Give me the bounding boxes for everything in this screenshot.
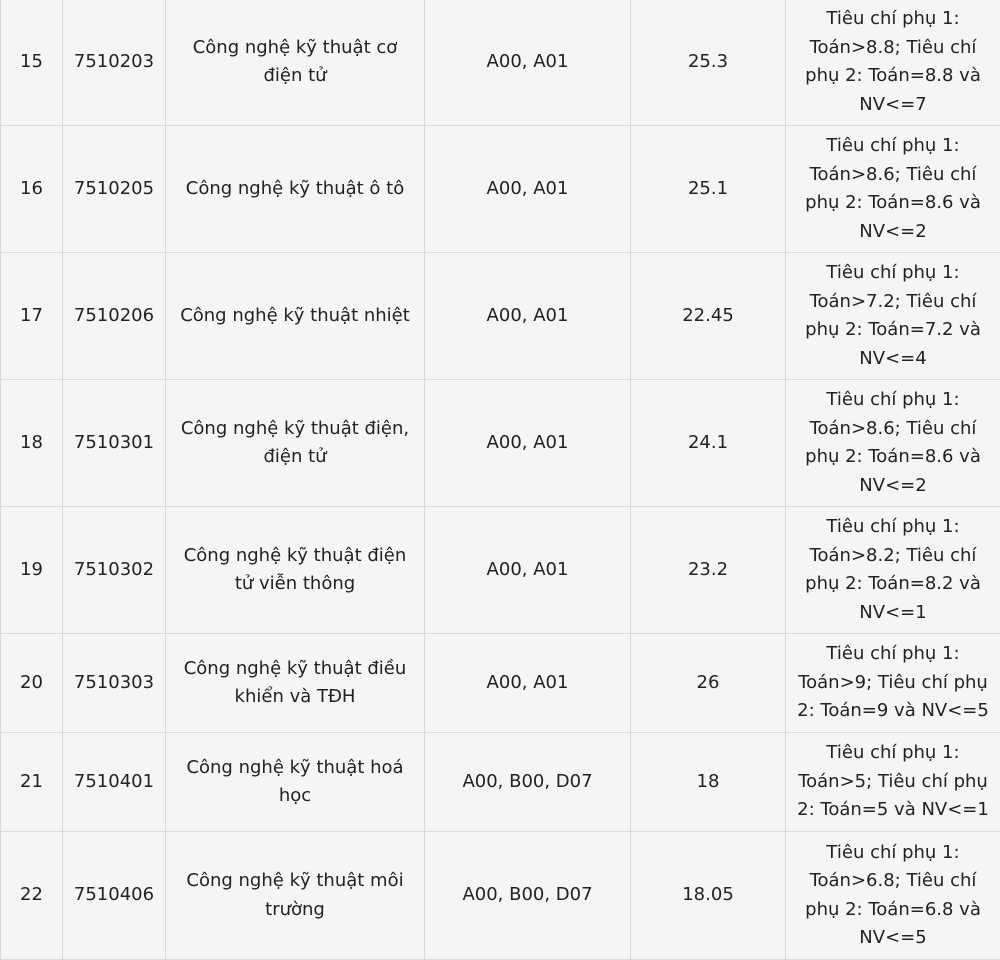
- row-index: 16: [1, 126, 63, 253]
- table-row: [1, 832, 1000, 960]
- admission-score: 26: [631, 634, 786, 733]
- table-row: [1, 507, 1000, 634]
- major-code: 7510302: [63, 507, 166, 634]
- tie-break-criteria: Tiêu chí phụ 1: Toán>8.6; Tiêu chí phụ 2: Toán=8.6 và NV<=2: [786, 126, 1000, 253]
- subject-combination: A00, A01: [425, 253, 631, 380]
- subject-combination: A00, A01: [425, 634, 631, 733]
- major-name: Công nghệ kỹ thuật hoá học: [166, 733, 425, 832]
- major-code: 7510203: [63, 0, 166, 126]
- table-row: [1, 634, 1000, 733]
- row-index: 19: [1, 507, 63, 634]
- table-row: [1, 126, 1000, 253]
- admission-score: 23.2: [631, 507, 786, 634]
- major-code: 7510401: [63, 733, 166, 832]
- table-row: [1, 253, 1000, 380]
- admission-score: 22.45: [631, 253, 786, 380]
- admission-score: 24.1: [631, 380, 786, 507]
- major-name: Công nghệ kỹ thuật điều khiển và TĐH: [166, 634, 425, 733]
- major-code: 7510206: [63, 253, 166, 380]
- table-row: [1, 0, 1000, 126]
- row-index: 17: [1, 253, 63, 380]
- tie-break-criteria: Tiêu chí phụ 1: Toán>8.6; Tiêu chí phụ 2: Toán=8.6 và NV<=2: [786, 380, 1000, 507]
- major-code: 7510303: [63, 634, 166, 733]
- admission-score: 18: [631, 733, 786, 832]
- major-code: 7510205: [63, 126, 166, 253]
- admission-score: 18.05: [631, 832, 786, 960]
- subject-combination: A00, A01: [425, 0, 631, 126]
- row-index: 18: [1, 380, 63, 507]
- tie-break-criteria: Tiêu chí phụ 1: Toán>9; Tiêu chí phụ 2: Toán=9 và NV<=5: [786, 634, 1000, 733]
- major-code: 7510301: [63, 380, 166, 507]
- major-name: Công nghệ kỹ thuật cơ điện tử: [166, 0, 425, 126]
- major-name: Công nghệ kỹ thuật môi trường: [166, 832, 425, 960]
- subject-combination: A00, B00, D07: [425, 832, 631, 960]
- tie-break-criteria: Tiêu chí phụ 1: Toán>6.8; Tiêu chí phụ 2: Toán=6.8 và NV<=5: [786, 832, 1000, 960]
- table-row: [1, 733, 1000, 832]
- admission-score: 25.3: [631, 0, 786, 126]
- major-name: Công nghệ kỹ thuật ô tô: [166, 126, 425, 253]
- subject-combination: A00, A01: [425, 126, 631, 253]
- major-name: Công nghệ kỹ thuật điện tử viễn thông: [166, 507, 425, 634]
- major-code: 7510406: [63, 832, 166, 960]
- tie-break-criteria: Tiêu chí phụ 1: Toán>8.8; Tiêu chí phụ 2: Toán=8.8 và NV<=7: [786, 0, 1000, 126]
- major-name: Công nghệ kỹ thuật điện, điện tử: [166, 380, 425, 507]
- tie-break-criteria: Tiêu chí phụ 1: Toán>8.2; Tiêu chí phụ 2: Toán=8.2 và NV<=1: [786, 507, 1000, 634]
- row-index: 21: [1, 733, 63, 832]
- admission-score: 25.1: [631, 126, 786, 253]
- row-index: 15: [1, 0, 63, 126]
- major-name: Công nghệ kỹ thuật nhiệt: [166, 253, 425, 380]
- subject-combination: A00, B00, D07: [425, 733, 631, 832]
- row-index: 22: [1, 832, 63, 960]
- row-index: 20: [1, 634, 63, 733]
- tie-break-criteria: Tiêu chí phụ 1: Toán>5; Tiêu chí phụ 2: Toán=5 và NV<=1: [786, 733, 1000, 832]
- table-row: [1, 380, 1000, 507]
- subject-combination: A00, A01: [425, 507, 631, 634]
- subject-combination: A00, A01: [425, 380, 631, 507]
- tie-break-criteria: Tiêu chí phụ 1: Toán>7.2; Tiêu chí phụ 2: Toán=7.2 và NV<=4: [786, 253, 1000, 380]
